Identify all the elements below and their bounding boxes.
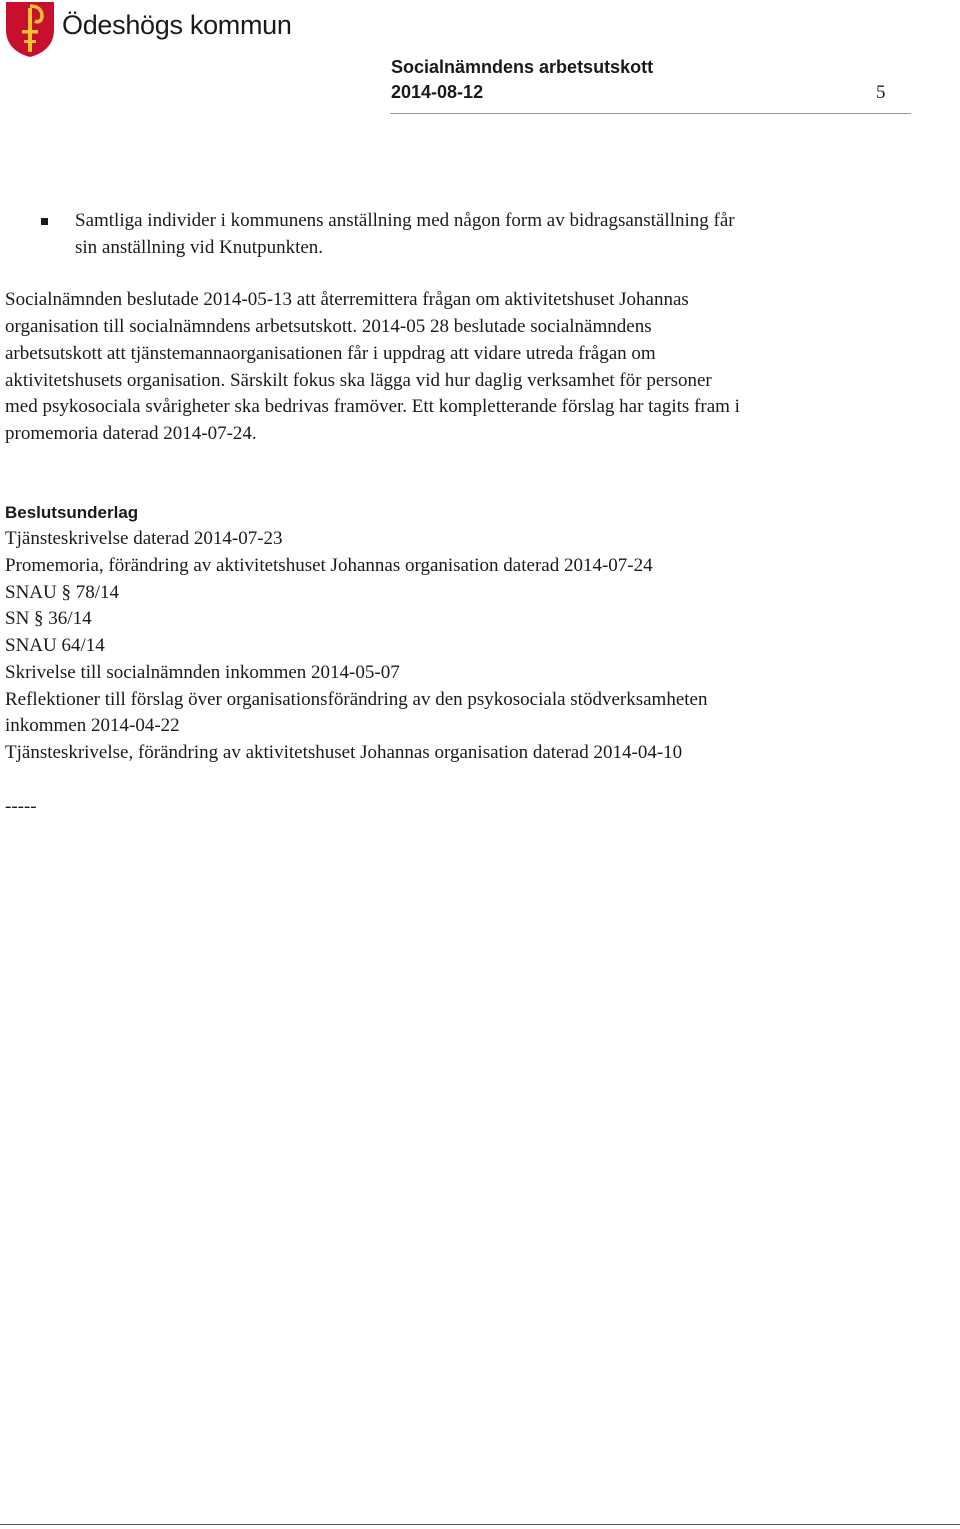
list-item: Promemoria, förändring av aktivitetshuset Johannas organisation daterad 2014-07-24 (5, 555, 653, 577)
municipality-logo (4, 0, 304, 60)
footer-divider (0, 1524, 960, 1525)
municipal-coat-of-arms-icon (4, 0, 56, 58)
section-separator: ----- (5, 795, 37, 817)
list-item: SNAU 64/14 (5, 635, 105, 657)
bullet-text: Samtliga individer i kommunens anställning med någon form av bidragsanställning får sin anställning vid Knutpunkten. (75, 210, 735, 258)
meeting-date: 2014-08-12 (391, 82, 484, 102)
decision-basis-list (5, 526, 745, 766)
section-heading: Beslutsunderlag (5, 502, 139, 522)
municipality-name: Ödeshögs kommun (62, 10, 292, 40)
body-paragraph: Socialnämnden beslutade 2014-05-13 att återremittera frågan om aktivitetshuset Johannas organisation till socialnämndens arbetsutskott. 2014-05 28 beslutade socialnämndens arbetsutskott att tjänstemannaorganisationen får i uppdrag att vidare utreda frågan om aktivitetshusets organisation. Särskilt fokus ska lägga vid hur daglig verksamhet för personer med psykosociala svårigheter ska bedrivas framöver. Ett kompletterande förslag har tagits fram i promemoria daterad 2014-07-24. (5, 289, 740, 444)
list-item: Tjänsteskrivelse daterad 2014-07-23 (5, 528, 283, 550)
list-item: Skrivelse till socialnämnden inkommen 2014-05-07 (5, 661, 400, 683)
list-item: SN § 36/14 (5, 608, 92, 630)
document-body (5, 208, 745, 820)
list-item: SNAU § 78/14 (5, 581, 120, 603)
committee-name: Socialnämndens arbetsutskott (391, 57, 654, 77)
square-bullet-icon (41, 218, 48, 225)
list-item: Reflektioner till förslag över organisationsförändring av den psykosociala stödverksamheten inkommen 2014-04-22 (5, 688, 708, 737)
bullet-list-item (5, 208, 745, 261)
header-divider (390, 113, 911, 114)
list-item: Tjänsteskrivelse, förändring av aktivitetshuset Johannas organisation daterad 2014-04-10 (5, 741, 683, 763)
page-number: 5 (876, 82, 886, 103)
